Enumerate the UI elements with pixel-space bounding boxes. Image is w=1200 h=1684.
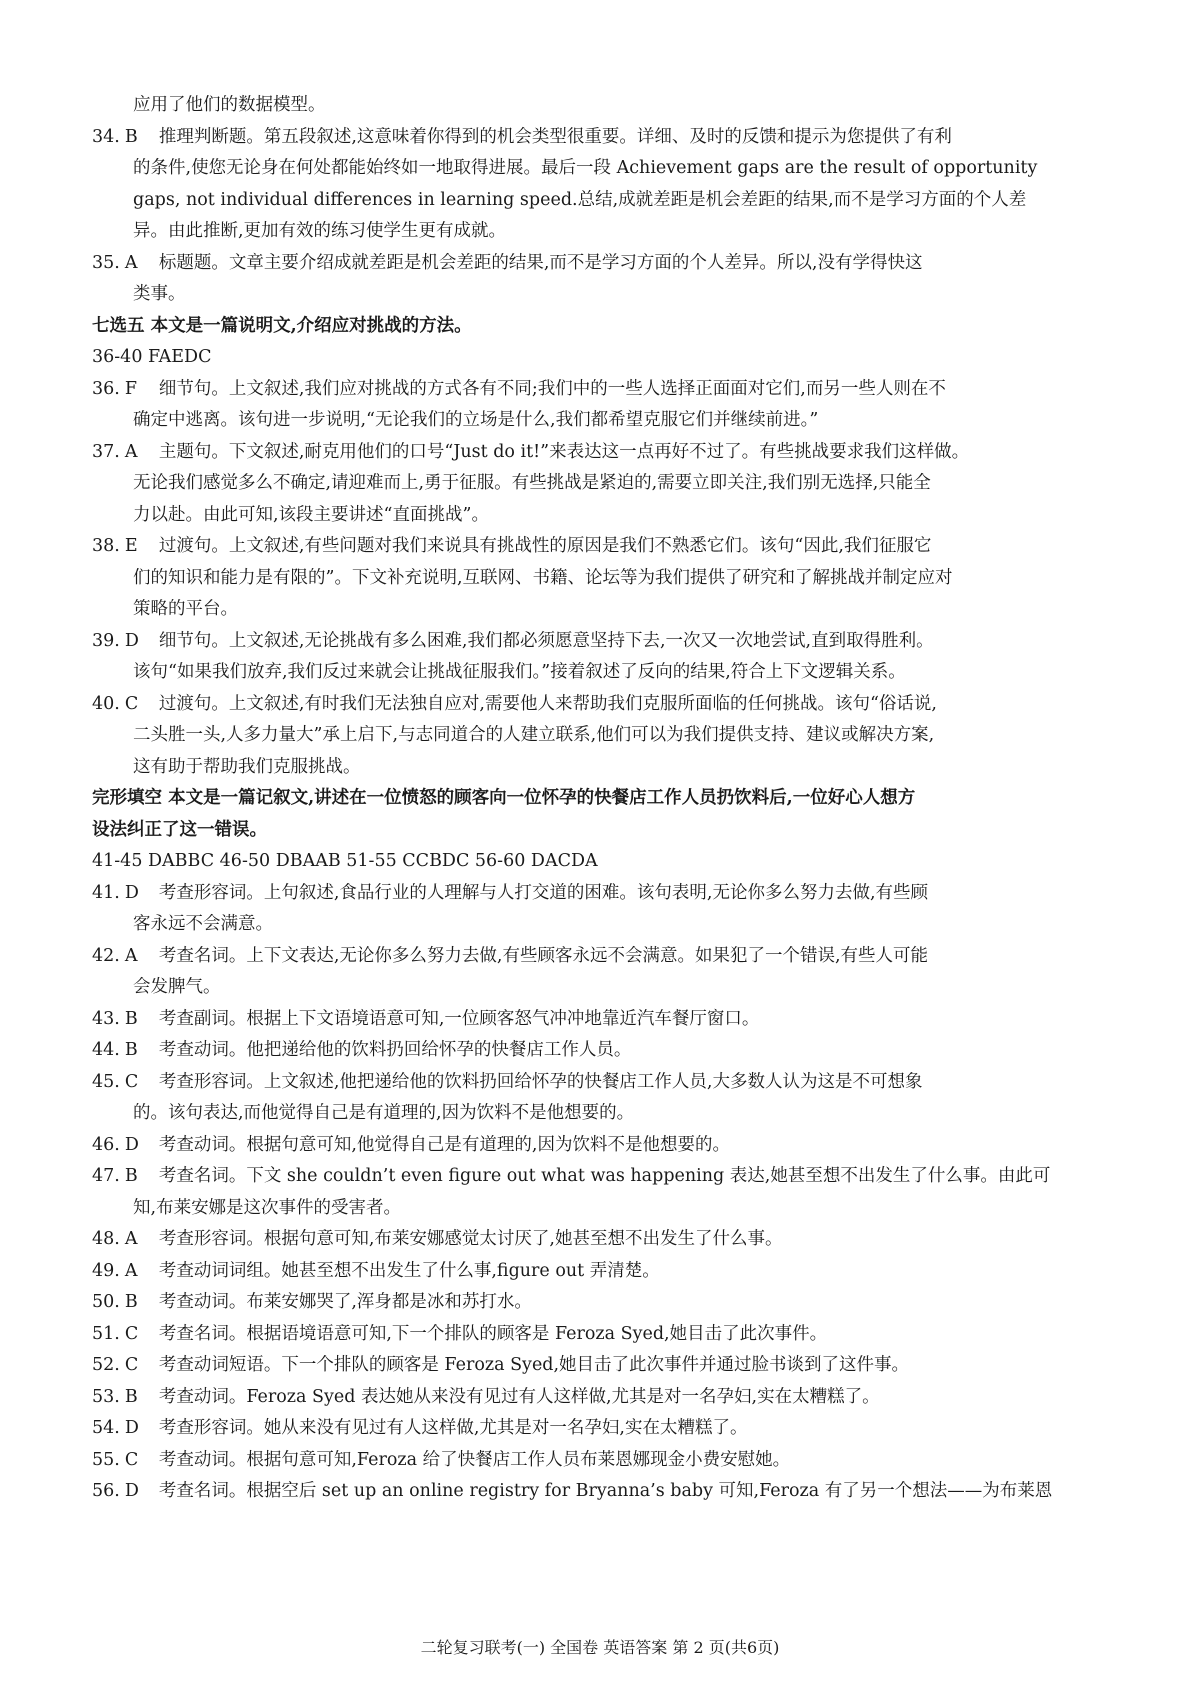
line-text: 考查名词。下文 she couldn’t even figure out what was happening 表达,她甚至想不出发生了什么事。由此可 [158, 1166, 1051, 1186]
answer-item [92, 1476, 1122, 1508]
answer-item [92, 626, 1122, 658]
answer-letter: A [124, 945, 138, 966]
text-line [92, 594, 1122, 626]
answer-letter: A [124, 441, 138, 462]
line-text: 知,布莱安娜是这次事件的受害者。 [133, 1197, 402, 1218]
answer-item [92, 1161, 1122, 1193]
text-line [92, 90, 1122, 122]
answer-item [92, 531, 1122, 563]
answer-letter: B [124, 1166, 138, 1186]
answer-letter: C [124, 693, 139, 714]
text-line [92, 657, 1122, 689]
answer-item [92, 1067, 1122, 1099]
item-number: 35. [92, 252, 120, 273]
line-text: 考查动词。根据句意可知,他觉得自己是有道理的,因为饮料不是他想要的。 [158, 1134, 730, 1155]
line-text: 考查名词。根据语境语意可知,下一个排队的顾客是 Feroza Syed,她目击了此次事件。 [158, 1323, 828, 1344]
answer-item [92, 374, 1122, 406]
line-text: 过渡句。上文叙述,有些问题对我们来说具有挑战性的原因是我们不熟悉它们。该句“因此,我们征服它 [158, 536, 932, 556]
item-number: 56. [92, 1481, 120, 1501]
text-line [92, 405, 1122, 437]
answer-letter: C [124, 1323, 139, 1344]
item-number: 55. [92, 1449, 120, 1470]
answer-letter: B [124, 1292, 138, 1312]
text-line [92, 1193, 1122, 1225]
answer-item [92, 941, 1122, 973]
answer-item [92, 1413, 1122, 1445]
line-text: 策略的平台。 [133, 599, 238, 619]
page-footer: 二轮复习联考(一) 全国卷 英语答案 第 2 页(共6页) [420, 1638, 780, 1657]
answer-letter: B [124, 126, 138, 147]
item-number: 48. [92, 1229, 120, 1249]
line-text: 无论我们感觉多么不确定,请迎难而上,勇于征服。有些挑战是紧迫的,需要立即关注,我们别无选择,只能全 [133, 473, 931, 493]
line-text: 考查形容词。她从来没有见过有人这样做,尤其是对一名孕妇,实在太糟糕了。 [158, 1418, 748, 1438]
answer-letter: C [124, 1071, 139, 1092]
item-number: 40. [92, 693, 120, 714]
section-heading [92, 815, 1122, 847]
line-text: 类事。 [133, 284, 186, 304]
line-text: 异。由此推断,更加有效的练习使学生更有成就。 [133, 221, 507, 241]
line-text: 36-40 FAEDC [92, 347, 212, 367]
answer-item [92, 1130, 1122, 1162]
line-text: 考查形容词。上句叙述,食品行业的人理解与人打交道的困难。该句表明,无论你多么努力去做,有些顾 [158, 882, 929, 903]
line-text: 力以赴。由此可知,该段主要讲述“直面挑战”。 [133, 504, 489, 525]
item-number: 47. [92, 1166, 120, 1186]
answer-letter: C [124, 1355, 139, 1375]
item-number: 37. [92, 441, 120, 462]
answer-content [92, 90, 1122, 1508]
text-line [92, 216, 1122, 248]
line-text: 该句“如果我们放弃,我们反过来就会让挑战征服我们。”接着叙述了反向的结果,符合上下文逻辑关系。 [133, 662, 906, 682]
answer-item [92, 1382, 1122, 1414]
text-line [92, 563, 1122, 595]
answer-item [92, 878, 1122, 910]
answer-item [92, 248, 1122, 280]
line-text: 考查形容词。根据句意可知,布莱安娜感觉太讨厌了,她甚至想不出发生了什么事。 [158, 1229, 783, 1249]
answer-letter: D [124, 882, 139, 903]
answer-item [92, 1256, 1122, 1288]
text-line [92, 500, 1122, 532]
line-text: 完形填空 本文是一篇记叙文,讲述在一位愤怒的顾客向一位怀孕的快餐店工作人员扔饮料后,一位好心人想方 [92, 788, 916, 808]
line-text: 考查动词词组。她甚至想不出发生了什么事,figure out 弄清楚。 [158, 1260, 660, 1281]
line-text: 们的知识和能力是有限的”。下文补充说明,互联网、书籍、论坛等为我们提供了研究和了解挑战并制定应对 [133, 567, 953, 588]
line-text: 推理判断题。第五段叙述,这意味着你得到的机会类型很重要。详细、及时的反馈和提示为您提供了有利 [158, 126, 952, 147]
text-line [92, 720, 1122, 752]
item-number: 53. [92, 1386, 120, 1407]
text-line [92, 342, 1122, 374]
answer-letter: F [124, 378, 137, 399]
line-text: 标题题。文章主要介绍成就差距是机会差距的结果,而不是学习方面的个人差异。所以,没有学得快这 [158, 252, 923, 273]
text-line [92, 909, 1122, 941]
answer-item [92, 1035, 1122, 1067]
answer-item [92, 689, 1122, 721]
answer-letter: C [124, 1449, 139, 1470]
item-number: 51. [92, 1323, 120, 1344]
line-text: 设法纠正了这一错误。 [92, 819, 267, 840]
line-text: 会发脾气。 [133, 977, 221, 997]
answer-item [92, 122, 1122, 154]
answer-item [92, 1319, 1122, 1351]
item-number: 54. [92, 1418, 120, 1438]
answer-item [92, 1350, 1122, 1382]
item-number: 46. [92, 1134, 120, 1155]
section-heading [92, 783, 1122, 815]
item-number: 50. [92, 1292, 120, 1312]
item-number: 45. [92, 1071, 120, 1092]
answer-item [92, 1445, 1122, 1477]
item-number: 34. [92, 126, 120, 147]
item-number: 43. [92, 1008, 120, 1029]
line-text: 考查形容词。上文叙述,他把递给他的饮料扔回给怀孕的快餐店工作人员,大多数人认为这是不可想象 [158, 1071, 923, 1092]
line-text: 二头胜一头,人多力量大”承上启下,与志同道合的人建立联系,他们可以为我们提供支持、建议或解决方案, [133, 725, 935, 745]
item-number: 41. [92, 882, 120, 903]
line-text: 考查动词短语。下一个排队的顾客是 Feroza Syed,她目击了此次事件并通过脸书谈到了这件事。 [158, 1355, 910, 1375]
answer-letter: B [124, 1040, 138, 1060]
item-number: 52. [92, 1355, 120, 1375]
line-text: 七选五 本文是一篇说明文,介绍应对挑战的方法。 [92, 315, 472, 336]
line-text: 考查动词。布莱安娜哭了,浑身都是冰和苏打水。 [158, 1292, 532, 1312]
line-text: 这有助于帮助我们克服挑战。 [133, 756, 361, 777]
text-line [92, 752, 1122, 784]
answer-letter: A [124, 1229, 138, 1249]
text-line [92, 185, 1122, 217]
line-text: 应用了他们的数据模型。 [133, 95, 326, 115]
item-number: 36. [92, 378, 120, 399]
answer-item [92, 1004, 1122, 1036]
answer-item [92, 437, 1122, 469]
line-text: 考查动词。他把递给他的饮料扔回给怀孕的快餐店工作人员。 [158, 1040, 632, 1060]
answer-letter: B [124, 1386, 138, 1407]
text-line [92, 153, 1122, 185]
answer-letter: D [124, 1418, 139, 1438]
answer-item [92, 1287, 1122, 1319]
item-number: 42. [92, 945, 120, 966]
answer-letter: D [124, 1134, 139, 1155]
line-text: 确定中逃离。该句进一步说明,“无论我们的立场是什么,我们都希望克服它们并继续前进。” [133, 410, 819, 430]
line-text: 的条件,使您无论身在何处都能始终如一地取得进展。最后一段 Achievement gaps are the result of opportunity [133, 158, 1038, 178]
line-text: 考查名词。根据空后 set up an online registry for Bryanna’s baby 可知,Feroza 有了另一个想法——为布莱恩 [158, 1481, 1053, 1501]
text-line [92, 846, 1122, 878]
line-text: 过渡句。上文叙述,有时我们无法独自应对,需要他人来帮助我们克服所面临的任何挑战。该句“俗话说, [158, 693, 937, 714]
answer-letter: B [124, 1008, 138, 1029]
line-text: 细节句。上文叙述,无论挑战有多么困难,我们都必须愿意坚持下去,一次又一次地尝试,直到取得胜利。 [158, 630, 934, 651]
item-number: 39. [92, 630, 120, 651]
item-number: 49. [92, 1260, 120, 1281]
text-line [92, 468, 1122, 500]
item-number: 38. [92, 536, 120, 556]
text-line [92, 279, 1122, 311]
answer-item [92, 1224, 1122, 1256]
line-text: gaps, not individual differences in learning speed.总结,成就差距是机会差距的结果,而不是学习方面的个人差 [133, 189, 1027, 210]
line-text: 客永远不会满意。 [133, 914, 273, 934]
line-text: 考查动词。Feroza Syed 表达她从来没有见过有人这样做,尤其是对一名孕妇,实在太糟糕了。 [158, 1386, 880, 1407]
answer-letter: A [124, 252, 138, 273]
answer-letter: A [124, 1260, 138, 1281]
line-text: 的。该句表达,而他觉得自己是有道理的,因为饮料不是他想要的。 [133, 1103, 635, 1123]
answer-letter: D [124, 630, 139, 651]
answer-letter: E [124, 536, 138, 556]
section-heading [92, 311, 1122, 343]
item-number: 44. [92, 1040, 120, 1060]
text-line [92, 1098, 1122, 1130]
line-text: 主题句。下文叙述,耐克用他们的口号“Just do it!”来表达这一点再好不过了。有些挑战要求我们这样做。 [158, 441, 970, 462]
text-line [92, 972, 1122, 1004]
line-text: 考查副词。根据上下文语境语意可知,一位顾客怒气冲冲地靠近汽车餐厅窗口。 [158, 1008, 760, 1029]
line-text: 考查动词。根据句意可知,Feroza 给了快餐店工作人员布莱恩娜现金小费安慰她。 [158, 1449, 791, 1470]
line-text: 考查名词。上下文表达,无论你多么努力去做,有些顾客永远不会满意。如果犯了一个错误,有些人可能 [158, 945, 929, 966]
answer-letter: D [124, 1481, 139, 1501]
line-text: 细节句。上文叙述,我们应对挑战的方式各有不同;我们中的一些人选择正面面对它们,而另一些人则在不 [158, 378, 946, 399]
line-text: 41-45 DABBC 46-50 DBAAB 51-55 CCBDC 56-60 DACDA [92, 851, 598, 871]
